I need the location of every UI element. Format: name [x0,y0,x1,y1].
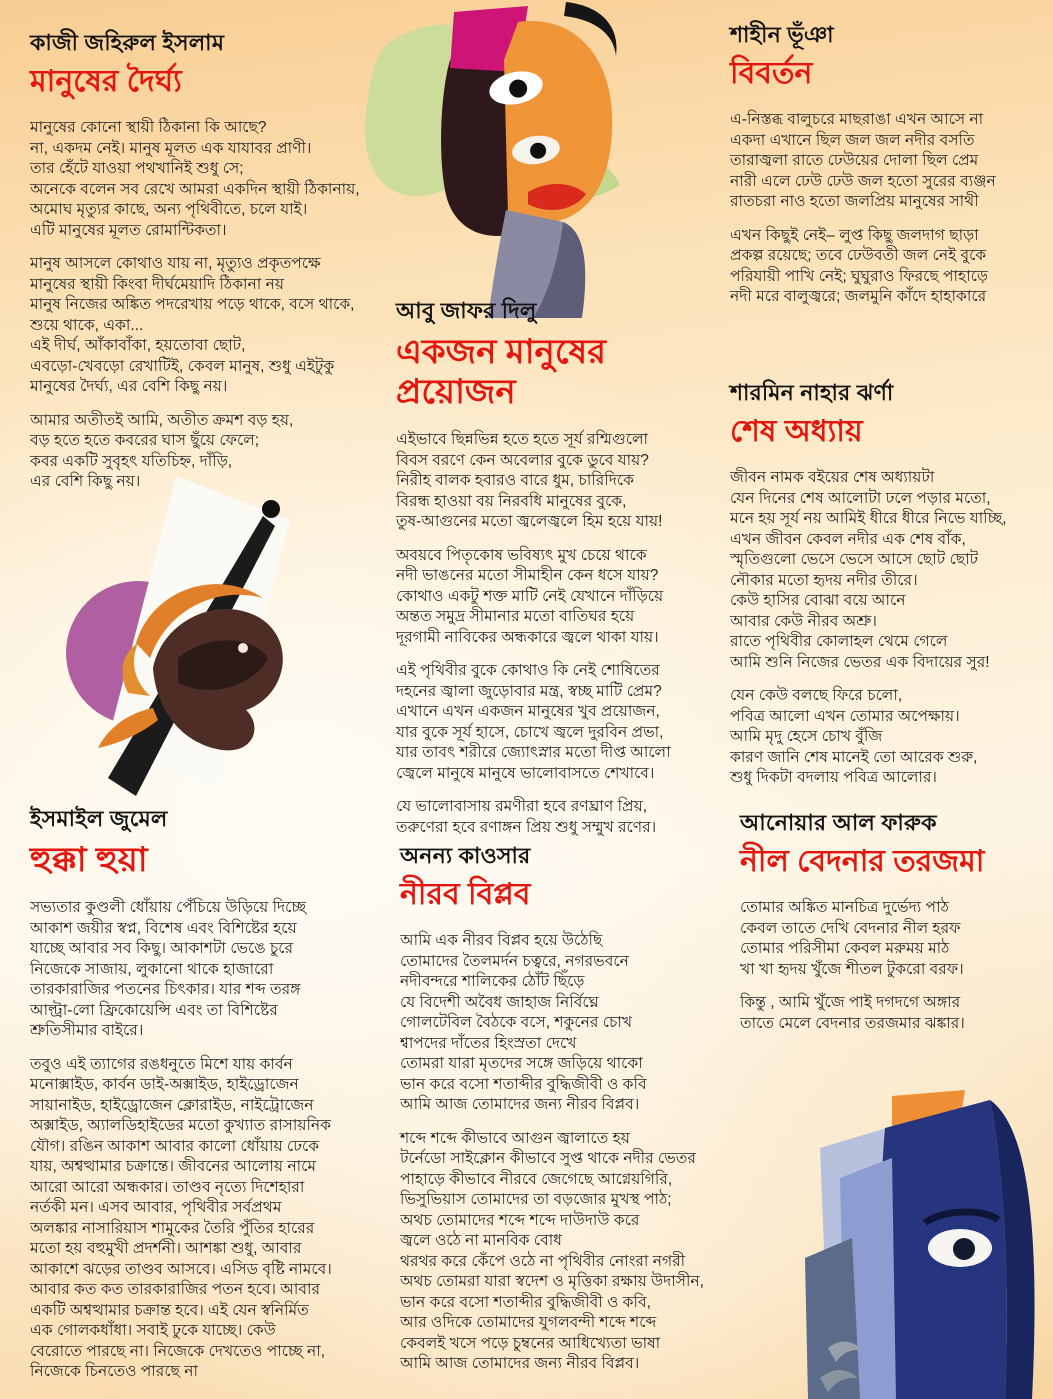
poem-stanza: এখন কিছুই নেই– লুপ্ত কিছু জলদাগ ছাড়া প্রকল্প রয়েছে; তবে ঢেউবতী জল নেই বুকে পরিযায়ী পাখি নেই; ঘুঘুরাও ফিরছে পাহাড়ে নদী মরে বালুজ্বরে; জলমুনি কাঁদে হাহাকারে [730,226,988,305]
poem-body [30,898,390,1383]
poem-title: নীল বেদনার তরজমা [740,845,985,878]
poem-hukka-huya [30,806,390,1383]
abstract-face-bottom-illustration [800,1088,1053,1399]
poem-stanza: শব্দে শব্দে কীভাবে আগুন জ্বালাতে হয় টর্নেডো সাইক্লোন কীভাবে সুপ্ত থাকে নদীর ভেতর পাহাড়ে কীভাবে নীরবে জেগেছে আগ্নেয়গিরি, ভিসুভিয়াস তোমাদের তা বড়জোর মুখস্থ পাঠ; অথচ তোমাদের শব্দে শব্দে দাউদাউ করে জ্বলে ওঠে না মানবিক বোধ থরথর করে কেঁপে ওঠে না পৃথিবীর নোংরা নগরী অথচ তোমরা যারা স্বদেশ ও মৃত্তিকা রক্ষায় উদাসীন, ভান করে বসো শতাব্দীর বুদ্ধিজীবী ও কবি, আর ওদিকে তোমাদের যুগলবন্দী শব্দে শব্দে কেবলই খসে পড়ে চুম্বনের আধিখ্যেতা ভাষা আমি আজ তোমাদের জন্য নীরব বিপ্লব। [400,1129,704,1372]
poem-author: আবু জাফর দিলু [396,298,537,323]
poem-author: আনোয়ার আল ফারুক [740,810,937,835]
poem-stanza: সভ্যতার কুণ্ডলী ধোঁয়ায় পেঁচিয়ে উড়িয়ে দিচ্ছে আকাশ জয়ীর স্বপ্ন, বিশেষ এবং বিশিষ্টের হয়ে যাচ্ছে আবার সব কিছু। আকাশটা ভেঙে চুরে নিজেকে সাজায়, লুকানো থাকে হাজারো তারকারাজির পতনের চিৎকার। যার শব্দ তরঙ্গ আল্ট্রা-লো ফ্রিকোয়েন্সি এবং তা বিশিষ্টের শ্রুতিসীমার বাইরে। [30,899,307,1039]
abstract-face-top-svg [358,0,650,318]
poem-title: একজন মানুষের প্রয়োজন [396,333,606,411]
poem-body [396,430,728,838]
poem-body [730,110,1052,308]
poem-author: কাজী জহিরুল ইসলাম [30,30,225,55]
poem-body [30,118,388,493]
abstract-face-illustration [358,0,650,318]
poem-title: বিবর্তন [730,57,813,90]
poem-stanza: মানুষের কোনো স্থায়ী ঠিকানা কি আছে? না, একদম নেই। মানুষ মূলত এক যাযাবর প্রাণী। তার হেঁটে যাওয়া পথখানিই শুধু সে; অনেকে বলেন সব রেখে আমরা একদিন স্থায়ী ঠিকানায়, অমোঘ মৃত্যুর কাছে, অন্য পৃথিবীতে, চলে যাই। এটি মানুষের মূলত রোমান্টিকতা। [30,119,360,239]
poem-stanza: যেন কেউ বলছে ফিরে চলো, পবিত্র আলো এখন তোমার অপেক্ষায়। আমি মৃদু হেসে চোখ বুঁজি কারণ জানি শেষ মানেই তো আরেক শুরু, শুধু দিকটা বদলায় পবিত্র আলোর। [730,687,978,786]
poem-manusher-dairghya [30,30,388,493]
poem-nil-bedonar-tarjama [740,810,1050,1034]
poem-stanza: এই পৃথিবীর বুকে কোথাও কি নেই শোষিতের দহনের জ্বালা জুড়োবার মন্ত্র, স্বচ্ছ মাটি প্রেম? এখানে এখন একজন মানুষের খুব প্রয়োজন, যার বুকে সূর্য হাসে, চোখে জ্বলে দুরবিন প্রভা, যার তাবৎ শরীরে জ্যোৎস্নার মতো দীপ্ত আলো জ্বেলে মানুষে মানুষে ভালোবাসতে শেখাবে। [396,662,671,782]
poem-ekjon-manusher-proyojon [396,298,728,838]
poem-stanza: আমার অতীতই আমি, অতীত ক্রমশ বড় হয়, বড় হতে হতে কবরের ঘাস ছুঁয়ে ফেলে; কবর একটি সুবৃহৎ যতিচিহ্ন, দাঁড়ি, এর বেশি কিছু নয়। [30,411,294,490]
abstract-face-bottom-svg [800,1088,1053,1399]
poem-author: অনন্য কাওসার [400,843,531,868]
poem-stanza: এ-নিস্তব্ধ বালুচরে মাছরাঙা এখন আসে না একদা এখানে ছিল জল জল নদীর বসতি তারাজ্বলা রাতে ঢেউয়ের দোলা ছিল প্রেম নারী এলে ঢেউ ঢেউ জল হতো সুরের ব্যঞ্জন রাতচরা নাও হতো জলপ্রিয় মানুষের সাথী [730,111,996,210]
poem-stanza: এইভাবে ছিন্নভিন্ন হতে হতে সূর্য রশ্মিগুলো বিবস বরণে কেন অবেলার বুকে ডুবে যায়? নিরীহ বালক হবারও বারে ধুম, চারিদিকে বিরন্ধ হাওয়া বয় নিরবধি মানুষের বুকে, তুষ-আগুনের মতো জ্বলেজ্বলে হিম হয়ে যায়! [396,431,663,530]
poem-author: ইসমাইল জুমেল [30,806,168,831]
poem-stanza: তোমার অঙ্কিত মানচিত্র দুর্ভেদ্য পাঠ কেবল তাতে দেখি বেদনার নীল হরফ তোমার পরিসীমা কেবল মরুময় মাঠ খা খা হৃদয় খুঁজে শীতল টুকরো বরফ। [740,899,964,978]
poem-title: নীরব বিপ্লব [400,878,531,911]
poem-title: শেষ অধ্যায় [730,415,863,448]
abstract-bird-svg [58,458,330,803]
poem-body [400,931,732,1375]
poem-stanza: জীবন নামক বইয়ের শেষ অধ্যায়টা যেন দিনের শেষ আলোটা ঢলে পড়ার মতো, মনে হয় সূর্য নয় আমিই ধীরে ধীরে নিভে যাচ্ছি, এখন জীবন কেবল নদীর এক শেষ বাঁক, স্মৃতিগুলো ভেসে ভেসে আসে ছোট ছোট নৌকার মতো হৃদয় নদীর তীরে। কেউ হাসির বোঝা বয়ে আনে আবার কেউ নীরব অশ্রু। রাতে পৃথিবীর কোলাহল থেমে গেলে আমি শুনি নিজের ভেতর এক বিদায়ের সুর! [730,469,1007,671]
poem-stanza: অবয়বে পিতৃকোষ ভবিষ্যৎ মুখ চেয়ে থাকে নদী ভাঙনের মতো সীমাহীন কেন ধসে যায়? কোথাও একটু শক্ত মাটি নেই যেখানে দাঁড়িয়ে অন্তত সমুদ্র সীমানার মতো বাতিঘর হয়ে দূরগামী নাবিকের অন্ধকারে জ্বলে থাকা যায়। [396,546,664,646]
abstract-bird-illustration [58,458,330,803]
poem-author: শারমিন নাহার ঝর্ণা [730,380,894,405]
poem-stanza: যে ভালোবাসায় রমণীরা হবে রণঘ্রাণ প্রিয়, তরুণেরা হবে রণাঙ্গন প্রিয় শুধু সম্মুখ রণের। [396,798,657,836]
poem-title: হুক্কা হুয়া [30,841,148,879]
poem-shesh-adhyay [730,380,1052,789]
poem-body [740,898,1050,1034]
poem-stanza: আমি এক নীরব বিপ্লব হয়ে উঠেছি তোমাদের তৈলমর্দন চত্বরে, নগরভবনে নদীবন্দরে শালিকের ঠোঁট ছিঁড়ে যে বিদেশী অবৈধ জাহাজ নির্বিঘ্নে গোলটেবিল বৈঠকে বসে, শকুনের চোখ শ্বাপদের দাঁতের হিংস্রতা দেখে তোমরা যারা মৃতদের সঙ্গে জড়িয়ে থাকো ভান করে বসো শতাব্দীর বুদ্ধিজীবী ও কবি আমি আজ তোমাদের জন্য নীরব বিপ্লব। [400,932,647,1113]
poem-author: শাহীন ভূঁঞা [730,22,834,47]
poem-nirab-biplab [400,843,732,1375]
poem-title: মানুষের দৈর্ঘ্য [30,65,182,98]
poem-stanza: কিন্তু , আমি খুঁজে পাই দগদগে অঙ্গার তাতে মেলে বেদনার তরজমার ঝঙ্কার। [740,994,965,1032]
poem-stanza: তবুও এই ত্যাগের রঙধনুতে মিশে যায় কার্বন মনোক্সাইড, কার্বন ডাই-অক্সাইড, হাইড্রোজেন সায়ানাইড, হাইড্রোজেন ক্লোরাইড, নাইট্রোজেন অক্সাইড, অ্যালডিহাইডের মতো কুখ্যাত রাসায়নিক যৌগ। রঙিন আকাশ আবার কালো ধোঁয়ায় ঢেকে যায়, অশ্বত্থামার চক্রান্তে। জীবনের আলোয় নামে আরো আরো অন্ধকার। তাণ্ডব নৃত্যে দিশেহারা নর্তকী মন। এসব আবার, পৃথিবীর সর্বপ্রথম অলঙ্কার নাসারিয়াস শামুকের তৈরি পুঁতির হারের মতো হয় বহুমুখী প্রদর্শনী। আশঙ্কা শুধু, আবার আকাশে ঝড়ের তাণ্ডব আসবে। এসিড বৃষ্টি নামবে। আবার কত কত তারকারাজির পতন হবে। আবার একটি অশ্বত্থামার চক্রান্ত হবে। এই যেন স্বনির্মিত এক গোলকধাঁধা। সবাই ঢুকে যাচ্ছে। কেউ বেরোতে পারছে না। নিজেকে দেখতেও পাচ্ছে না, নিজেকে চিনতেও পারছে না [30,1055,332,1380]
poem-stanza: মানুষ আসলে কোথাও যায় না, মৃত্যুও প্রকৃতপক্ষে মানুষের স্থায়ী কিংবা দীর্ঘমেয়াদি ঠিকানা নয় মানুষ নিজের অঙ্কিত পদরেখায় পড়ে থাকে, বসে থাকে, শুয়ে থাকে, একা... এই দীর্ঘ, আঁকাবাঁকা, হয়তোবা ছোট, এবড়ো-খেবড়ো রেখাটিই, কেবল মানুষ, শুধু এইটুকু মানুষের দৈর্ঘ্য, এর বেশি কিছু নয়। [30,255,355,395]
poem-body [730,468,1052,789]
poem-bibortan [730,22,1052,308]
